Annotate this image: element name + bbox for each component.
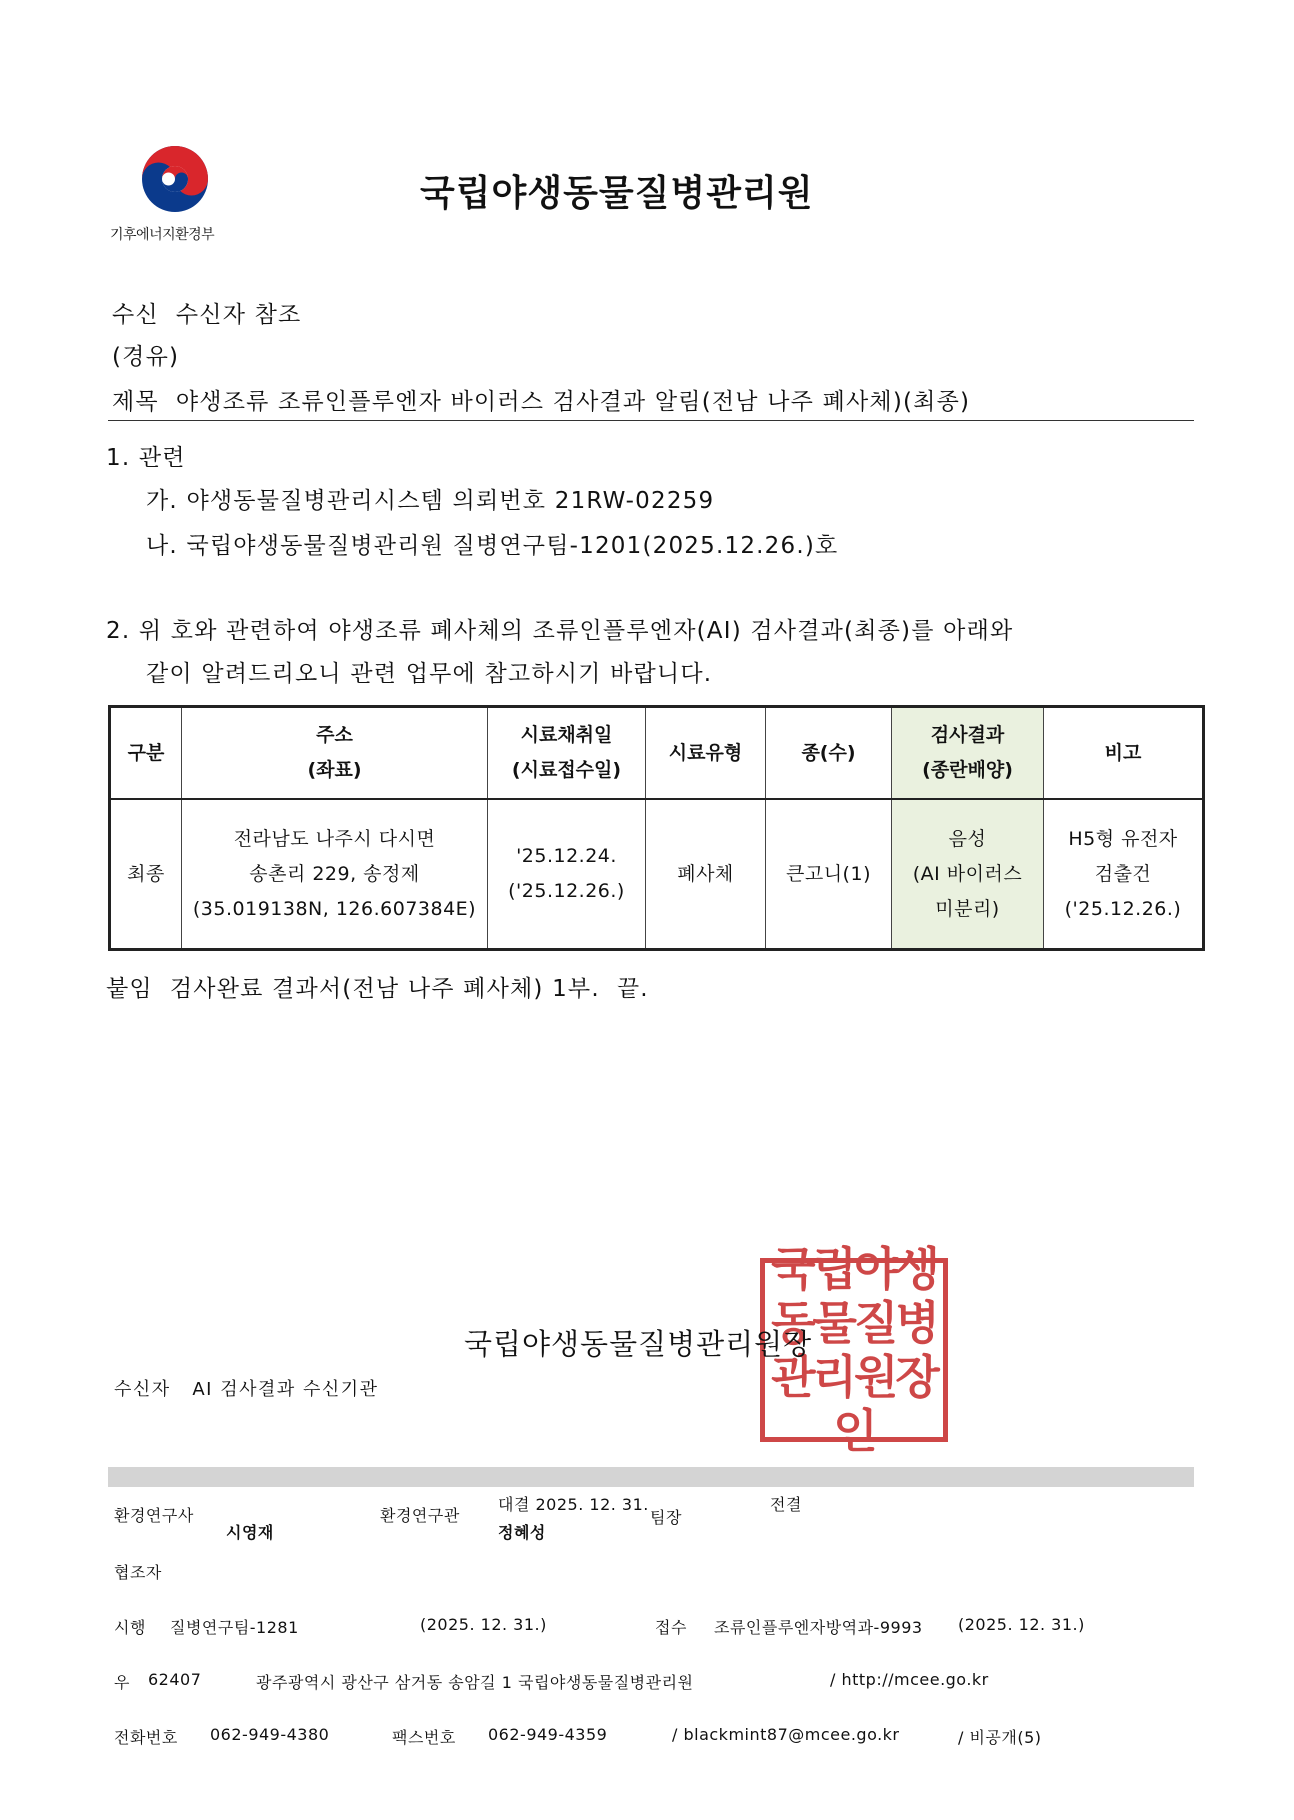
organization-title: 국립야생동물질병관리원 <box>420 173 814 214</box>
header-result <box>892 707 1044 800</box>
table-row <box>110 799 1204 950</box>
header-species: 종(수) <box>766 707 892 800</box>
item1-heading: 1. 관련 <box>106 445 186 471</box>
item1-a: 가. 야생동물질병관리시스템 의뢰번호 21RW-02259 <box>146 488 715 514</box>
item2-line1: 2. 위 호와 관련하여 야생조류 폐사체의 조류인플루엔자(AI) 검사결과(최종)를 아래와 <box>106 618 1014 644</box>
cell-note-line1: H5형 유전자 <box>1068 827 1178 850</box>
proxy-name: 정혜성 <box>498 1523 546 1542</box>
receive-number: 조류인플루엔자방역과-9993 <box>714 1618 923 1637</box>
recipient-value: 수신자 참조 <box>175 302 302 328</box>
enforce-date: (2025. 12. 31.) <box>420 1615 547 1634</box>
postal-label: 우 <box>114 1673 130 1692</box>
subject-label: 제목 <box>112 389 159 415</box>
header-date-line2: (시료접수일) <box>511 759 622 781</box>
ministry-logo <box>108 140 248 248</box>
table-header-row <box>110 707 1204 800</box>
fax-number: 062-949-4359 <box>488 1725 608 1744</box>
stamp-line: 동물질병 <box>771 1296 937 1350</box>
researcher-name: 시영재 <box>226 1523 274 1542</box>
ministry-name: 기후에너지환경부 <box>110 227 215 243</box>
footer-divider-bar <box>108 1467 1194 1487</box>
final-approval-label: 전결 <box>770 1495 802 1514</box>
receive-date: (2025. 12. 31.) <box>958 1615 1085 1634</box>
header-note: 비고 <box>1044 707 1204 800</box>
official-label: 환경연구관 <box>380 1506 460 1525</box>
recipient-label: 수신 <box>112 302 159 328</box>
header-result-line1: 검사결과 <box>930 724 1005 746</box>
enforce-number: 질병연구팀-1281 <box>170 1618 299 1637</box>
subject-value: 야생조류 조류인플루엔자 바이러스 검사결과 알림(전남 나주 폐사체)(최종) <box>175 389 971 415</box>
header-date-line1: 시료채취일 <box>520 724 613 746</box>
item1-b: 나. 국립야생동물질병관리원 질병연구팀-1201(2025.12.26.)호 <box>146 533 839 559</box>
fax-label: 팩스번호 <box>392 1728 456 1747</box>
email-link[interactable]: / blackmint87@mcee.go.kr <box>672 1725 900 1744</box>
website-link[interactable]: / http://mcee.go.kr <box>830 1670 989 1689</box>
cell-date <box>488 799 646 950</box>
cell-address-line2: 송촌리 229, 송정제 <box>249 862 420 885</box>
stamp-line: 국립야생 <box>771 1242 937 1296</box>
enforce-label: 시행 <box>114 1618 146 1637</box>
header-result-line2: (종란배양) <box>922 759 1013 781</box>
receive-label: 접수 <box>655 1618 687 1637</box>
recipient-line <box>112 296 301 329</box>
recipients-label: 수신자 <box>114 1379 171 1400</box>
cell-address-line3: (35.019138N, 126.607384E) <box>192 897 477 920</box>
item2-line2: 같이 알려드리오니 관련 업무에 참고하시기 바랍니다. <box>146 661 713 687</box>
phone-number: 062-949-4380 <box>210 1725 330 1744</box>
recipients-line <box>114 1375 379 1401</box>
phone-label: 전화번호 <box>114 1728 178 1747</box>
cell-date-line1: '25.12.24. <box>516 845 617 867</box>
header-category: 구분 <box>110 707 182 800</box>
via-line: (경유) <box>112 344 180 370</box>
header-sample-type: 시료유형 <box>646 707 766 800</box>
cell-address-line1: 전라남도 나주시 다시면 <box>233 827 436 850</box>
recipients-value: AI 검사결과 수신기관 <box>192 1379 379 1400</box>
header-date <box>488 707 646 800</box>
result-table <box>108 705 1205 951</box>
cell-note <box>1044 799 1204 950</box>
cell-result-line1: 음성 <box>948 827 987 850</box>
cell-category: 최종 <box>110 799 182 950</box>
proxy-label: 대결 2025. 12. 31. <box>498 1495 649 1514</box>
cell-note-line3: ('25.12.26.) <box>1064 897 1182 920</box>
cell-address <box>182 799 488 950</box>
cell-result-line3: 미분리) <box>935 897 1000 920</box>
cell-date-line2: ('25.12.26.) <box>508 880 625 902</box>
disclosure-status: / 비공개(5) <box>958 1728 1042 1747</box>
attachment-line: 붙임 검사완료 결과서(전남 나주 폐사체) 1부. 끝. <box>106 976 649 1002</box>
team-leader-label: 팀장 <box>650 1508 682 1527</box>
header-address <box>182 707 488 800</box>
taegeuk-emblem-icon <box>140 144 210 214</box>
header-address-line2: (좌표) <box>307 759 362 781</box>
cell-species: 큰고니(1) <box>766 799 892 950</box>
cell-result <box>892 799 1044 950</box>
stamp-line: 관리원장인 <box>771 1350 937 1458</box>
researcher-label: 환경연구사 <box>114 1506 194 1525</box>
cell-sample-type: 폐사체 <box>646 799 766 950</box>
header-address-line1: 주소 <box>316 724 353 746</box>
address: 광주광역시 광산구 삼거동 송암길 1 국립야생동물질병관리원 <box>256 1673 694 1692</box>
cell-result-line2: (AI 바이러스 <box>912 862 1023 885</box>
cell-note-line2: 검출건 <box>1094 862 1152 885</box>
postal-code: 62407 <box>148 1670 202 1689</box>
subject-divider <box>108 420 1194 421</box>
signatory-title: 국립야생동물질병관리원장 <box>464 1327 813 1361</box>
subject-line <box>112 383 970 416</box>
cooperator-label: 협조자 <box>114 1563 162 1582</box>
